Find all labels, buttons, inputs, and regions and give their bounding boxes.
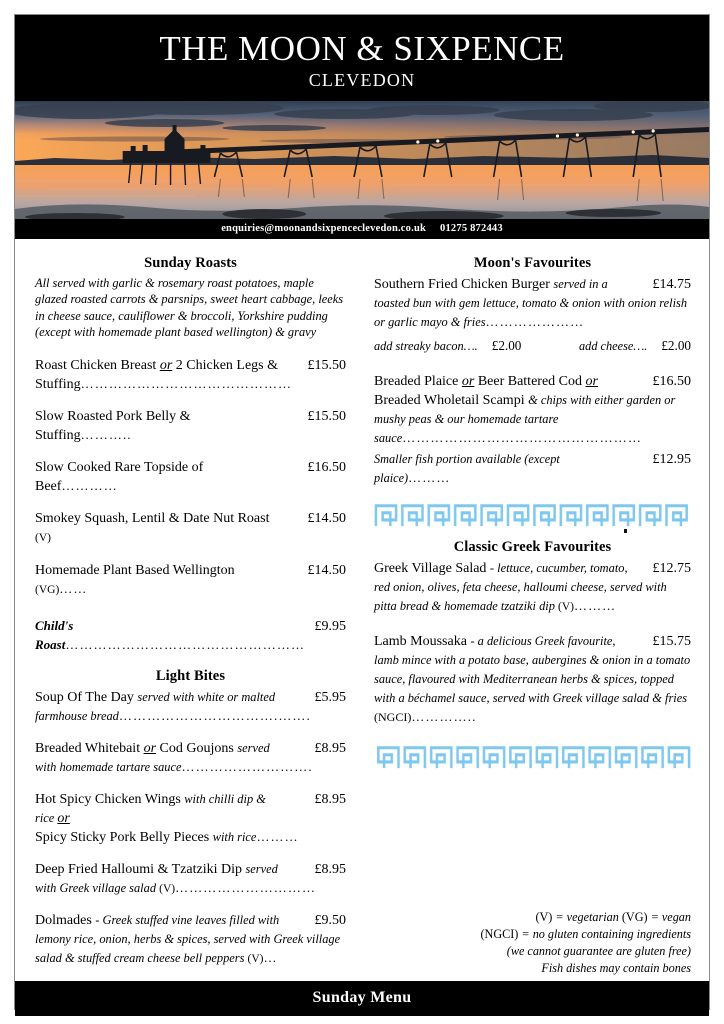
dot-leader: ……………………………………………	[402, 429, 642, 445]
addon-bacon-price: £2.00	[491, 337, 522, 353]
item-price: £16.50	[307, 460, 346, 476]
item-name: Smokey Squash, Lentil & Date Nut Roast	[35, 511, 270, 527]
item-name: Smaller fish portion available (except plaice)	[374, 451, 560, 485]
menu-item	[35, 356, 346, 394]
menu-item	[35, 561, 346, 599]
item-name: Child's Roast	[35, 617, 74, 652]
item-dietary-tag: (V)	[558, 601, 574, 614]
item-dietary-tag: (V)	[159, 882, 176, 895]
item-name-alt: Spicy Sticky Pork Belly Pieces	[35, 829, 213, 845]
item-name-cont: 2 Chicken Legs & Stuffing	[35, 358, 279, 393]
section-heading-light-bites: Light Bites	[155, 667, 226, 684]
item-name: Deep Fried Halloumi & Tzatziki Dip	[35, 861, 246, 877]
item-description: - Greek stuffed vine leaves filled with lemony rice, onion, herbs & spices, served with Greek village salad & stuffed cream cheese bell peppers	[35, 912, 341, 965]
item-or: or	[57, 810, 70, 826]
footer-bar: Sunday Menu	[15, 981, 709, 1016]
item-name: Southern Fried Chicken Burger	[374, 276, 554, 292]
dot-leader: ……………………….	[181, 758, 313, 774]
menu-sheet	[14, 14, 710, 1010]
item-price: £8.95	[314, 791, 346, 807]
dot-leader: …………..	[411, 709, 477, 725]
dot-leader: …………………………	[175, 879, 317, 895]
legend-ngci-tag: (NGCI)	[480, 926, 519, 941]
dot-leader: ………………………………………	[80, 376, 293, 392]
item-name: Slow Roasted Pork Belly & Stuffing	[35, 409, 191, 444]
menu-item	[35, 407, 346, 445]
restaurant-location: CLEVEDON	[308, 69, 416, 90]
section-heading-moons-favourites: Moon's Favourites	[473, 254, 592, 271]
menu-item	[35, 688, 346, 726]
sunday-roasts-blurb: All served with garlic & rosemary roast potatoes, maple glazed roasted carrots & parsnips, sweet heart cabbage, leeks in cheese sauce, cauliflower & broccoli, Yorkshire pudding (except with homemade plant based wellington) & gravy	[35, 275, 344, 339]
item-name: Breaded Whitebait	[35, 740, 144, 756]
addon-bacon-label: add streaky bacon….	[374, 338, 478, 353]
item-or: or	[159, 358, 173, 374]
greek-key-divider-bottom	[374, 743, 691, 769]
menu-item-childs-roast	[35, 617, 346, 655]
dietary-legend	[480, 909, 691, 977]
item-name: Homemade Plant Based Wellington	[35, 562, 235, 578]
hero-photo-clevedon-pier	[15, 101, 709, 219]
contact-bar	[15, 219, 709, 239]
item-price: £8.95	[314, 861, 346, 877]
dot-leader: …	[263, 949, 278, 965]
item-description: - lettuce, cucumber, tomato, red onion, olives, feta cheese, halloumi cheese, served with pitta bread & homemade tzatziki dip	[374, 561, 667, 614]
menu-item-fish-and-chips	[374, 372, 691, 448]
addon-cheese-label: add cheese….	[579, 338, 648, 353]
addon-cheese-price: £2.00	[661, 337, 691, 353]
item-name: Slow Cooked Rare Topside of Beef	[35, 460, 204, 495]
dot-leader: …………………	[485, 313, 585, 329]
item-name: Soup Of The Day	[35, 689, 138, 705]
item-price: £9.50	[314, 912, 346, 928]
legend-vg-tag: (VG)	[621, 909, 648, 924]
legend-ngci-text: = no gluten containing ingredients	[518, 926, 691, 941]
section-heading-sunday-roasts: Sunday Roasts	[144, 254, 237, 271]
greek-key-pattern-icon	[374, 501, 691, 527]
dot-leader: …………………………….…….	[118, 707, 311, 723]
item-price: £15.50	[307, 409, 346, 425]
item-price: £9.95	[314, 618, 346, 634]
menu-item	[35, 458, 346, 496]
contact-phone[interactable]: 01275 872443	[440, 222, 503, 234]
dot-leader: ………	[256, 828, 299, 844]
item-description: with chilli dip & rice	[35, 791, 266, 825]
section-heading-classic-greek: Classic Greek Favourites	[453, 539, 612, 556]
legend-line-3: (we cannot guarantee are gluten free)	[506, 943, 691, 958]
item-description: - a delicious Greek favourite, lamb mince with a potato base, aubergines & onion in a tomato sauce, flavoured with Mediterranean herbs & spices, topped with a béchamel sauce, served with Greek village salad & fries	[374, 634, 691, 706]
legend-line-2	[480, 926, 691, 943]
legend-vg-text: = vegan	[647, 909, 691, 924]
menu-item	[35, 790, 346, 847]
dot-leader: ………	[408, 470, 451, 485]
dot-leader: ………..	[80, 427, 132, 443]
contact-email[interactable]: enquiries@moonandsixpenceclevedon.co.uk	[221, 222, 427, 234]
item-description: served with white or malted farmhouse bread	[35, 689, 276, 723]
menu-body	[15, 239, 709, 981]
item-price: £12.95	[652, 451, 691, 467]
item-name: Lamb Moussaka	[374, 634, 471, 650]
item-name: Dolmades	[35, 912, 96, 928]
menu-item-lamb-moussaka	[374, 632, 691, 727]
item-price: £16.50	[652, 373, 691, 389]
item-dietary-tag: (VG)	[35, 583, 60, 596]
sunset-pier-illustration	[15, 101, 709, 219]
right-column	[362, 251, 699, 981]
dot-leader: ……	[59, 580, 88, 596]
item-name-alt: Cod Goujons	[156, 740, 238, 756]
item-dietary-tag: (V)	[247, 952, 264, 965]
legend-v-tag: (V)	[535, 909, 553, 924]
item-dietary-tag: (NGCI)	[374, 710, 412, 725]
menu-item	[35, 911, 346, 968]
item-or: or	[143, 740, 157, 756]
item-description-alt: with rice	[212, 829, 257, 844]
greek-key-divider-top	[374, 501, 691, 527]
dot-leader: …………	[61, 478, 118, 494]
restaurant-title: THE MOON & SIXPENCE	[159, 29, 565, 68]
print-speck	[624, 529, 627, 533]
left-column	[25, 251, 362, 981]
item-price: £15.50	[307, 358, 346, 374]
legend-v-text: = vegetarian	[552, 909, 622, 924]
dot-leader: ……………………………………………	[65, 636, 306, 652]
item-or-1: or	[461, 373, 475, 389]
item-price: £5.95	[314, 689, 346, 705]
item-price: £12.75	[652, 561, 691, 577]
dot-leader: ………	[573, 598, 617, 614]
item-name: Roast Chicken Breast	[35, 358, 160, 374]
item-price: £14.75	[652, 276, 691, 292]
legend-line-1	[480, 909, 691, 926]
item-name-mid: Beer Battered Cod	[474, 373, 586, 389]
item-price: £14.50	[307, 511, 346, 527]
item-price: £8.95	[314, 740, 346, 756]
masthead	[15, 15, 709, 101]
menu-item	[35, 860, 346, 898]
item-price: £15.75	[652, 634, 691, 650]
item-name-post: Breaded Wholetail Scampi	[374, 392, 529, 408]
menu-item-smaller-fish-portion	[374, 450, 691, 488]
menu-item	[35, 509, 346, 547]
menu-item-greek-village-salad	[374, 559, 691, 616]
item-or-2: or	[585, 373, 598, 389]
legend-line-4: Fish dishes may contain bones	[541, 960, 691, 975]
item-description: & chips with either garden or mushy peas & our homemade tartare sauce	[374, 392, 676, 445]
item-name: Breaded Plaice	[374, 373, 462, 389]
item-dietary-tag: (V)	[35, 532, 51, 545]
item-description: served with homemade tartare sauce	[35, 740, 270, 774]
item-description: served in a toasted bun with gem lettuce, tomato & onion with onion relish or garlic mayo & fries	[374, 276, 688, 329]
greek-key-pattern-icon	[374, 743, 691, 769]
item-name: Hot Spicy Chicken Wings	[35, 791, 185, 807]
item-price: £14.50	[307, 562, 346, 578]
item-description: served with Greek village salad	[35, 861, 278, 895]
menu-item	[35, 739, 346, 777]
item-name: Greek Village Salad	[374, 561, 490, 577]
burger-addons	[374, 338, 691, 354]
menu-item-chicken-burger	[374, 275, 691, 332]
